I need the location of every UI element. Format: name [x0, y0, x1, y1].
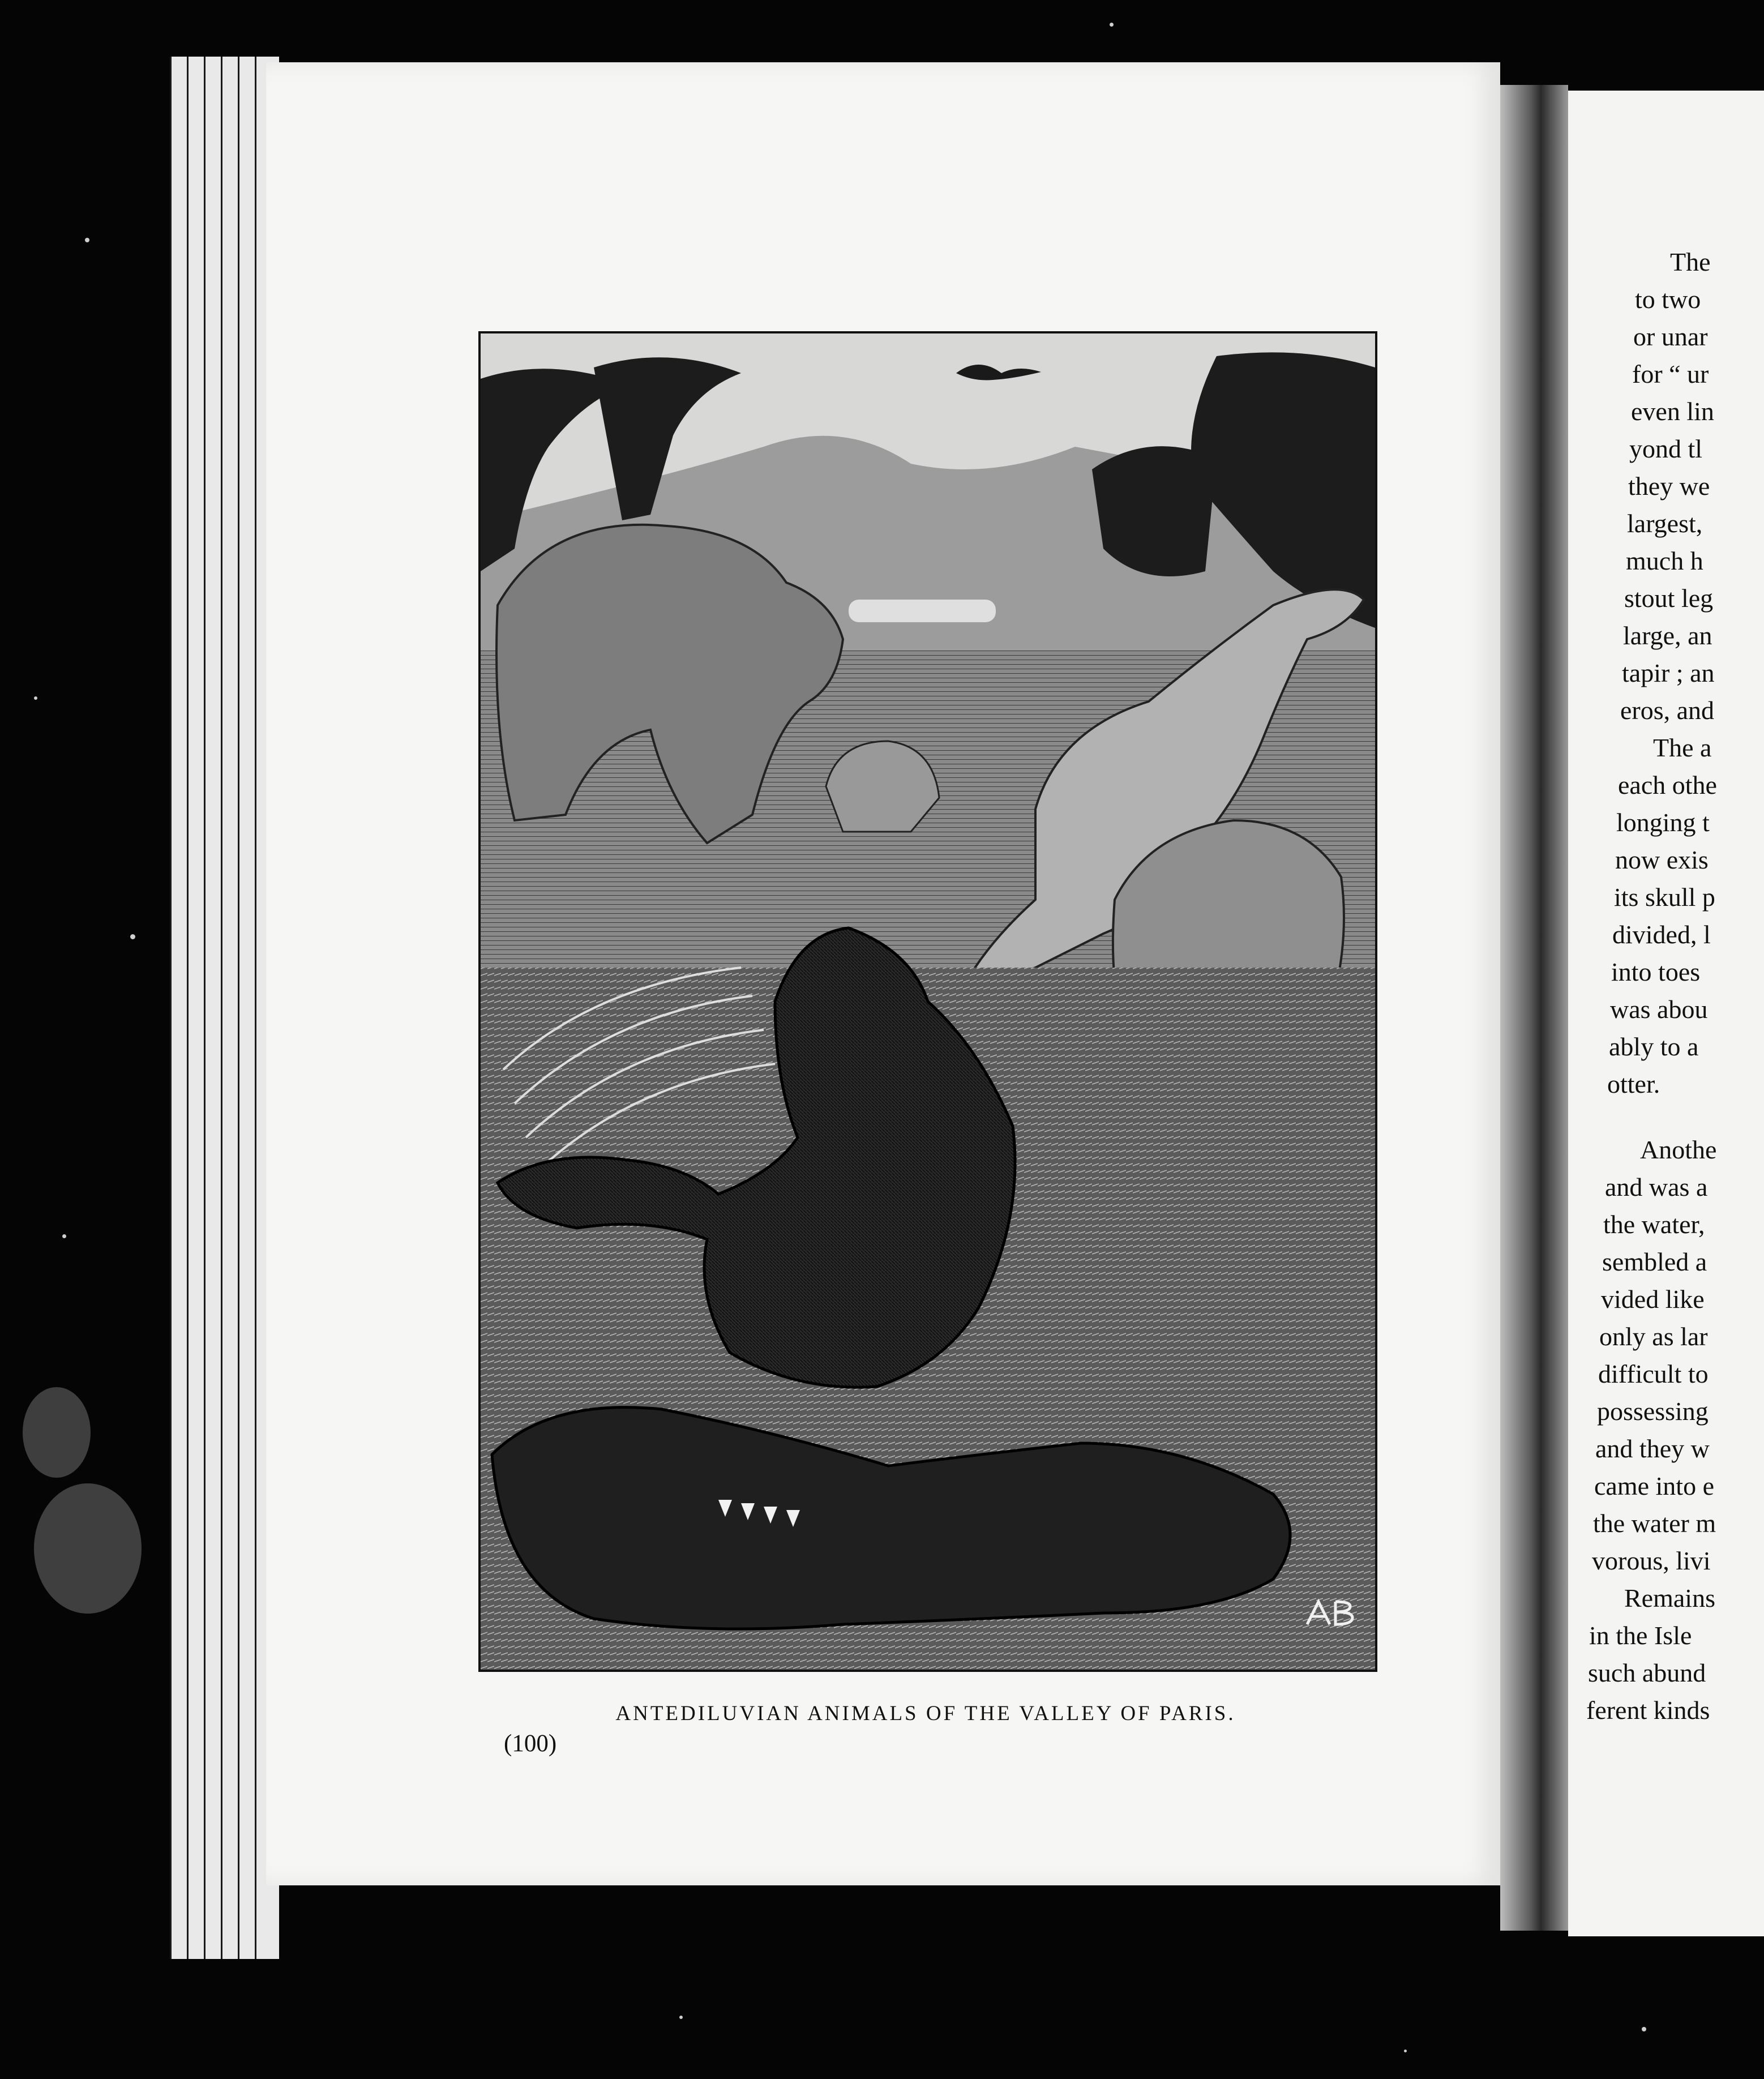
dust-speck: [23, 1387, 91, 1478]
dust-speck: [34, 1483, 142, 1614]
text-line: vorous, livi: [1592, 1546, 1711, 1575]
text-line: or unar: [1633, 322, 1708, 351]
dust-speck: [85, 238, 89, 242]
text-line: came into e: [1594, 1471, 1715, 1500]
text-line: was abou: [1610, 995, 1708, 1024]
right-page: [1568, 91, 1764, 1936]
text-line: stout leg: [1624, 584, 1714, 613]
text-line: sembled a: [1602, 1247, 1707, 1276]
text-line: longing t: [1616, 808, 1710, 837]
text-line: the water m: [1593, 1509, 1716, 1538]
dust-speck: [130, 934, 135, 939]
text-line: to two: [1635, 285, 1701, 314]
distant-herd: [849, 600, 996, 622]
text-line: Remains: [1624, 1584, 1715, 1612]
dust-speck: [34, 696, 37, 700]
text-line: its skull p: [1614, 883, 1715, 912]
page-number: (100): [504, 1730, 557, 1757]
text-line: The: [1670, 247, 1711, 276]
text-line: yond tl: [1629, 434, 1703, 463]
dust-speck: [1642, 2027, 1646, 2031]
text-line: the water,: [1603, 1210, 1705, 1239]
text-line: possessing: [1597, 1397, 1709, 1426]
text-line: only as lar: [1599, 1322, 1708, 1351]
text-line: largest,: [1627, 509, 1703, 538]
dust-speck: [62, 1234, 66, 1238]
text-line: ferent kinds: [1586, 1696, 1710, 1725]
text-line: vided like: [1601, 1285, 1705, 1314]
text-line: each othe: [1618, 771, 1717, 799]
illustration-caption: ANTEDILUVIAN ANIMALS OF THE VALLEY OF PARIS.: [615, 1702, 1236, 1725]
text-line: and was a: [1605, 1173, 1708, 1201]
text-line: much h: [1626, 546, 1703, 575]
text-line: divided, l: [1612, 920, 1711, 949]
text-line: otter.: [1607, 1070, 1660, 1098]
dust-speck: [679, 2016, 683, 2019]
text-line: they we: [1628, 472, 1710, 500]
text-line: eros, and: [1620, 696, 1715, 725]
text-line: even lin: [1631, 397, 1714, 426]
engraving-illustration: [478, 331, 1377, 1672]
text-line: Anothe: [1640, 1135, 1717, 1164]
dust-speck: [1110, 23, 1114, 27]
text-line: The a: [1653, 733, 1712, 762]
book-gutter: [1500, 85, 1568, 1931]
text-line: tapir ; an: [1622, 658, 1715, 687]
engraving-image: [481, 333, 1375, 1670]
text-line: difficult to: [1598, 1359, 1709, 1388]
text-line: now exis: [1615, 845, 1709, 874]
dust-speck: [1404, 2050, 1407, 2052]
text-line: into toes: [1611, 957, 1701, 986]
text-line: and they w: [1595, 1434, 1710, 1463]
text-line: for “ ur: [1632, 360, 1709, 388]
text-line: such abund: [1588, 1658, 1706, 1687]
text-line: large, an: [1623, 621, 1712, 650]
text-line: ably to a: [1609, 1032, 1699, 1061]
text-line: in the Isle: [1589, 1621, 1692, 1650]
